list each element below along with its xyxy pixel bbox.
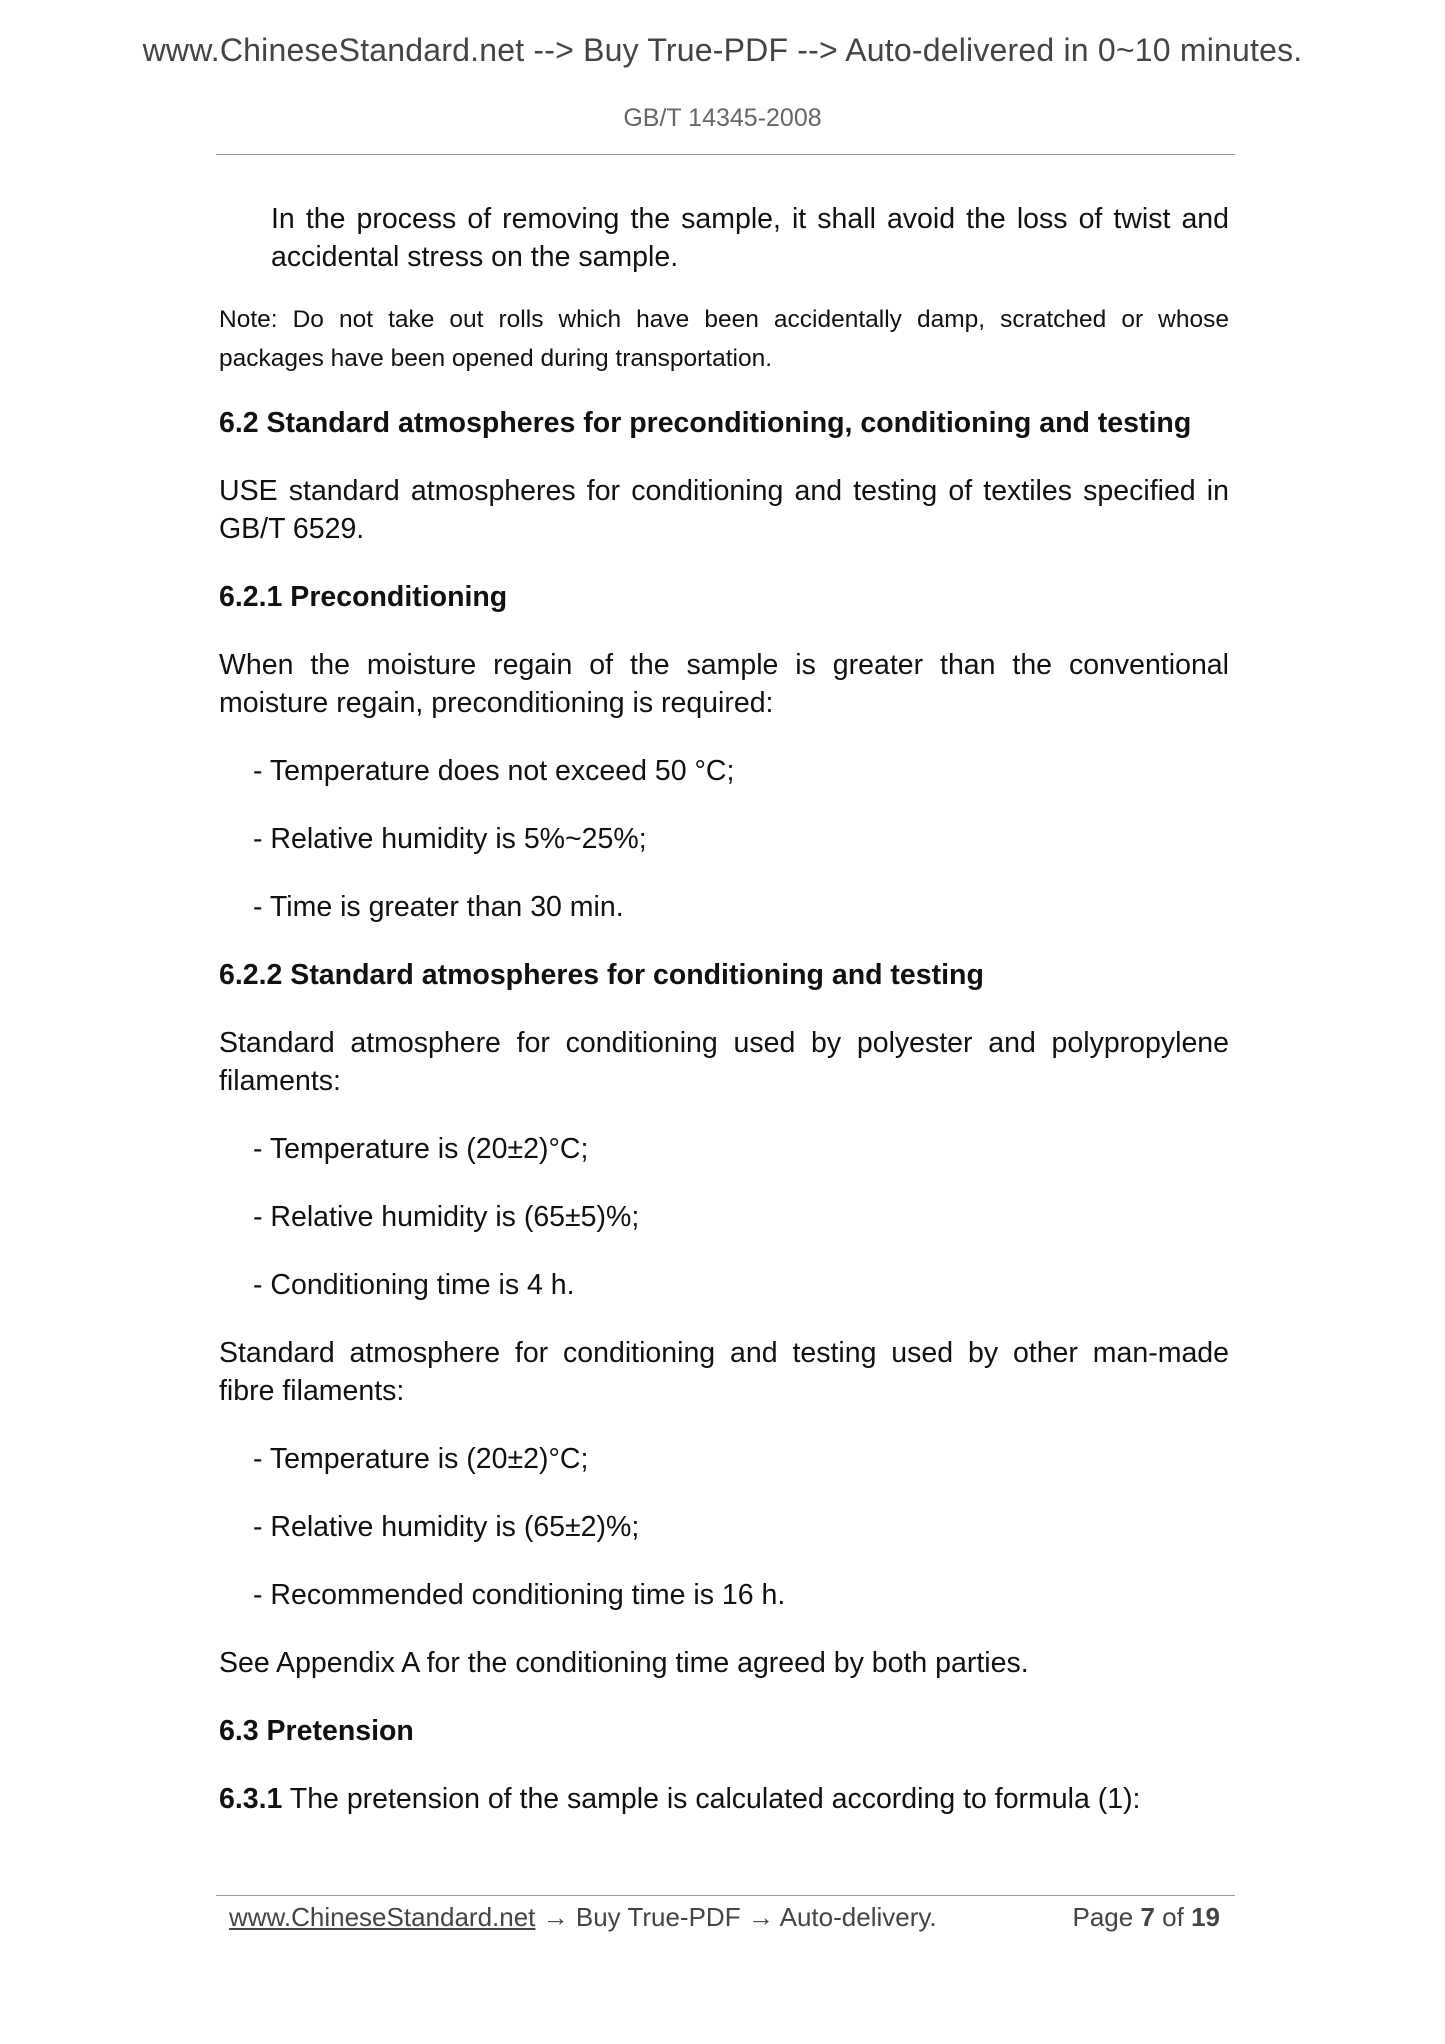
footer-buy-text: Buy True-PDF xyxy=(575,1902,741,1932)
list-item: - Relative humidity is (65±5)%; xyxy=(253,1201,640,1233)
arrow-right-icon: → xyxy=(747,1902,774,1932)
note xyxy=(219,300,1229,378)
note-label: Note: xyxy=(219,306,278,333)
paragraph-polyester: Standard atmosphere for conditioning used by polyester and polypropylene filaments: xyxy=(219,1027,1229,1097)
list-item: - Temperature is (20±2)°C; xyxy=(253,1443,589,1475)
paragraph-6-2: USE standard atmospheres for conditioning and testing of textiles specified in GB/T 6529. xyxy=(219,475,1229,545)
page-total: 19 xyxy=(1191,1902,1220,1932)
list-item: - Relative humidity is 5%~25%; xyxy=(253,823,647,855)
document-body xyxy=(219,200,1229,1848)
footer-delivery-text: Auto-delivery. xyxy=(779,1902,937,1932)
paragraph-other-fibres: Standard atmosphere for conditioning and testing used by other man-made fibre filaments: xyxy=(219,1337,1229,1407)
standard-code: GB/T 14345-2008 xyxy=(623,104,822,132)
paragraph-appendix: See Appendix A for the conditioning time agreed by both parties. xyxy=(219,1647,1029,1679)
arrow-right-icon: → xyxy=(542,1902,569,1932)
list-item: - Temperature is (20±2)°C; xyxy=(253,1133,589,1165)
list-item: - Temperature does not exceed 50 °C; xyxy=(253,755,735,787)
heading-6-2-2: 6.2.2 Standard atmospheres for conditioning and testing xyxy=(219,959,984,991)
list-item: - Time is greater than 30 min. xyxy=(253,891,624,923)
heading-6-3: 6.3 Pretension xyxy=(219,1715,414,1747)
heading-6-2: 6.2 Standard atmospheres for preconditioning, conditioning and testing xyxy=(219,407,1192,439)
of-label: of xyxy=(1162,1902,1184,1932)
clause-number: 6.3.1 xyxy=(219,1783,283,1815)
intro-paragraph: In the process of removing the sample, it shall avoid the loss of twist and accidental stress on the sample. xyxy=(271,203,1229,273)
page-footer xyxy=(229,1895,1224,1939)
paragraph-6-2-1: When the moisture regain of the sample is greater than the conventional moisture regain, preconditioning is required: xyxy=(219,649,1229,719)
footer-promo xyxy=(229,1897,937,1937)
list-item: - Recommended conditioning time is 16 h. xyxy=(253,1579,786,1611)
footer-link[interactable]: www.ChineseStandard.net xyxy=(229,1902,536,1932)
page-number: 7 xyxy=(1140,1902,1155,1932)
heading-6-2-1: 6.2.1 Preconditioning xyxy=(219,581,508,613)
page-label: Page xyxy=(1072,1902,1134,1932)
note-text: Do not take out rolls which have been accidentally damp, scratched or whose packages have been opened during transportation. xyxy=(219,306,1229,372)
clause-text: The pretension of the sample is calculated according to formula (1): xyxy=(282,1783,1141,1815)
page-indicator xyxy=(1072,1897,1220,1937)
header-divider xyxy=(216,154,1235,155)
banner-header: www.ChineseStandard.net --> Buy True-PDF --> Auto-delivered in 0~10 minutes. xyxy=(142,32,1303,68)
list-item: - Conditioning time is 4 h. xyxy=(253,1269,575,1301)
list-item: - Relative humidity is (65±2)%; xyxy=(253,1511,640,1543)
paragraph-6-3-1 xyxy=(219,1780,1229,1818)
